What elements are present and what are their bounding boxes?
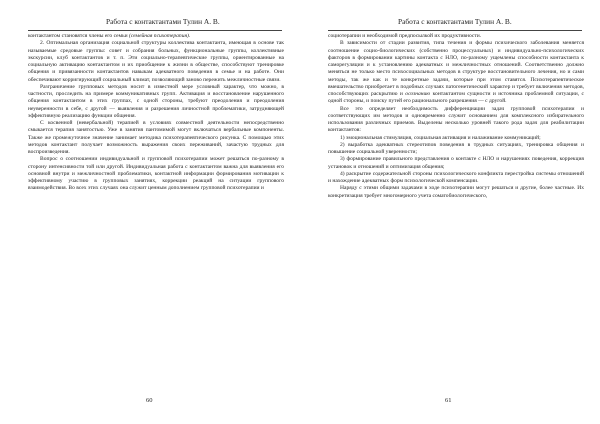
list-item: 1) эмоциональная стимуляция, социальная активация и налаживание коммуникаций;: [340, 134, 541, 141]
list-item: 2) выработка адекватных стереотипов поведения в трудных ситуациях, тренировка общения и повышение социальной уверенности;: [328, 141, 584, 155]
paragraph-text: В зависимости от стадии развития, типа течения и формы психического заболевания меняется соотношение социо-биологических (собственно процессуальных) и индивидуально-психологических факторов в формировании картины контакта с НЛО, по-разному ущемлены способности контактанта к саморегуляции и к установлению адекватных и межличностных отношений. Соответственно должно меняться не только место психосоциальных методов в структуре восстановительного лечения, но и сами методы, так же как и те конкретные задачи, которые при этом ставятся. Психотерапевтическое вмешательство приобретает в подобных случаях патогенетический характер и требует включения методов, способствующих раскрытию и: [328, 40, 584, 97]
emphasis-text: осознанию: [405, 91, 431, 97]
emphasis-text: (семейная психотерапия).: [128, 33, 191, 39]
paragraph: Наряду с этими общими задачами в ходе психотерапии могут решаться и другие, более частные. Их конкретизация требует многомерного учета соматобиологического,: [328, 185, 584, 199]
paragraph-text: контактантом становятся члены его семьи: [28, 33, 129, 39]
paragraph: Все это определяет необходимость дифференциации задач групповой психотерапии и соответствующих им методов и одновременно служит основанием для комплексного избирательного использования различных приемов. Выделены несколько уровней такого рода задач для реабилитации контактантов:: [328, 105, 584, 134]
page-body: [328, 33, 584, 200]
page-number: 60: [146, 397, 153, 404]
header-rule: [28, 30, 282, 31]
paragraph: социотерапии и необходимой предпосылкой их продуктивности.: [328, 33, 482, 39]
paragraph: [328, 40, 584, 105]
paragraph-text: контактантом сущности и источника проблемной ситуации, с одной стороны, и поиску путей его рационального разрешения — с другой.: [328, 91, 585, 105]
paragraph: 2. Оптимальная организация социальной структуры коллектива контактанта, имеющая в основе так называемые средовые группы: совет и собрания больных, функциональные группы, коллективные экскурсии, клуб контактантов и т. п. Эти социально-терапевтические группы, ориентированные на социальную активацию контактантом и их приобщение к жизни в обществе, способствуют тренировке общения и привязанности контактантов навыкам адекватного поведения в семье и на работе. Они обеспечивают корригирующий социальный климат, позволяющий заново пережить межличностные связи.: [28, 40, 284, 83]
running-header: Работа с контактантами Тулин А. В.: [106, 17, 220, 26]
page-body: [28, 33, 284, 193]
right-page: [300, 0, 600, 424]
list-item: 3) формирование правильного представления о контакте с НЛО и нарушениях поведения, коррекция установок и отношений и оптимизация общения;: [328, 156, 584, 170]
running-header: Работа с контактантами Тулин А. В.: [398, 17, 512, 26]
header-rule: [328, 30, 582, 31]
list-item: 4) раскрытие содержательной стороны психологического конфликта перестройка системы отношений и нахождение адекватных форм психологической компенсации.: [328, 170, 584, 184]
paragraph: Разграничение групповых методов носит в известной мере условный характер, что можно, в частности, проследить на примере коммуникативных групп. Активация и восстановление нарушенного общения контактантом в этих группах, с одной стороны, требуют преодоления и преодоления неуверенности в себе, с другой — выявления и разрешения личностной проблематики, затрудняющей эффективную реализацию функции общения.: [28, 83, 284, 119]
paragraph: Вопрос о соотношении индивидуальной и групповой психотерапии может решаться по-разному в сторону интенсивности той или другой. Индивидуальная работа с контактантом важна для выявления его основной внутри и межличностной проблематики, контактной информации формирования мотивации к эффективному участию в групповых занятиях, коррекции реакций на ситуации группового взаимодействия. Во всех этих случаях она служит ценным дополнением групповой психотерапии и: [28, 156, 284, 192]
paragraph: С косвенной (невербальной) терапией в условиях совместной деятельности непосредственно смыкается терапия занятостью. Уже в занятия пантомимой могут включаться вербальные компоненты. Также же промежуточное значение занимает методика психотерапевтического рисунка. С помощью этих методов контактант получает возможность выражения своих переживаний, зачастую трудных для воспроизведения.: [28, 120, 284, 155]
page-number: 61: [445, 397, 452, 404]
